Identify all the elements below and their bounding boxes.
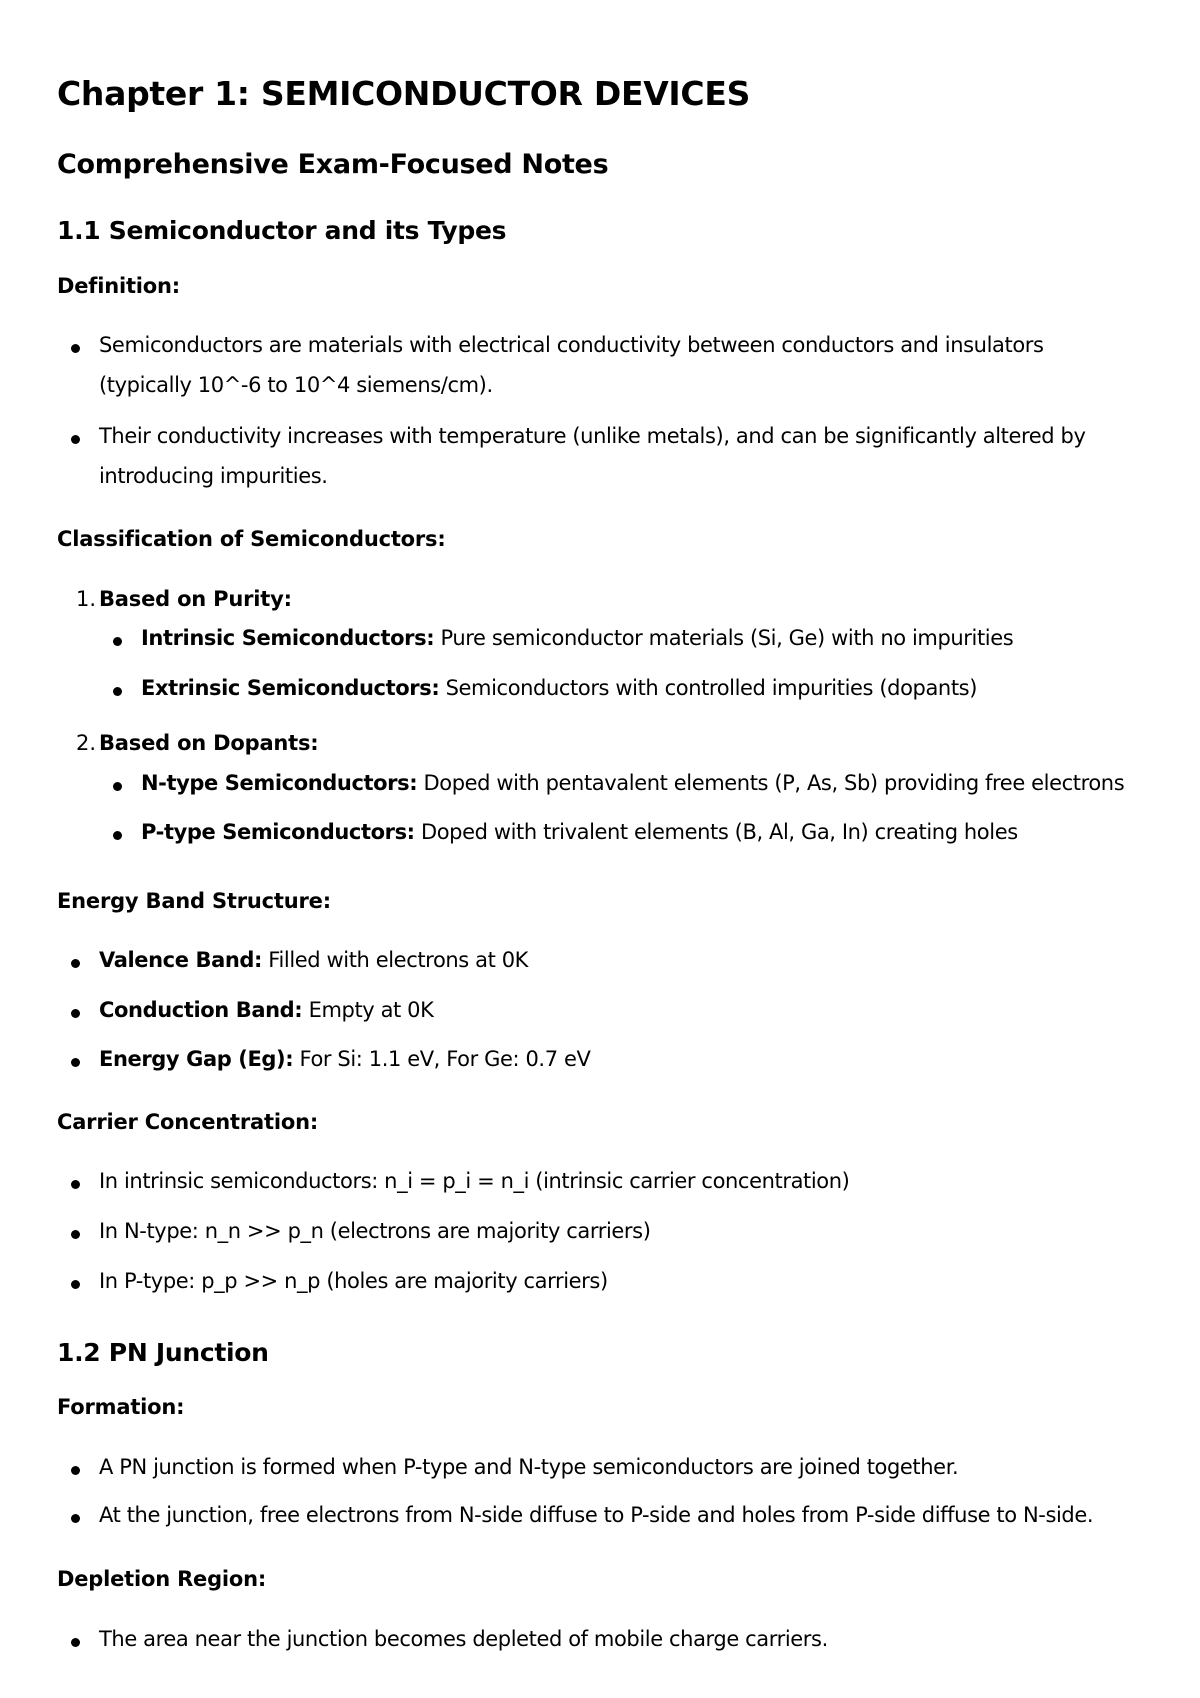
depletion-item-1: The area near the junction becomes depleted of mobile charge carriers. (99, 1627, 828, 1651)
ntype-label: N-type Semiconductors: (141, 771, 418, 795)
definition-label: Definition: (57, 274, 180, 298)
subtitle: Comprehensive Exam-Focused Notes (57, 149, 609, 180)
bullet-icon (71, 1280, 80, 1289)
conduction-text: Empty at 0K (302, 998, 434, 1022)
list-number: 1. (76, 587, 97, 611)
bullet-icon (113, 782, 122, 791)
definition-bullet-2-line-1: Their conductivity increases with temperature (unlike metals), and can be significantly altered by (99, 424, 1086, 448)
valence-item (99, 948, 528, 972)
bullet-icon (71, 1180, 80, 1189)
valence-label: Valence Band: (99, 948, 263, 972)
dopants-label: Based on Dopants: (99, 731, 319, 755)
extrinsic-label: Extrinsic Semiconductors: (141, 676, 440, 700)
bullet-icon (113, 687, 122, 696)
ntype-text: Doped with pentavalent elements (P, As, Sb) providing free electrons (417, 771, 1125, 795)
intrinsic-label: Intrinsic Semiconductors: (141, 626, 435, 650)
bullet-icon (71, 435, 80, 444)
formation-item-2: At the junction, free electrons from N-side diffuse to P-side and holes from P-side diffuse to N-side. (99, 1503, 1094, 1527)
energy-gap-label: Energy Gap (Eg): (99, 1047, 294, 1071)
carrier-item-1: In intrinsic semiconductors: n_i = p_i = n_i (intrinsic carrier concentration) (99, 1169, 850, 1193)
bullet-icon (71, 959, 80, 968)
intrinsic-text: Pure semiconductor materials (Si, Ge) with no impurities (434, 626, 1014, 650)
ptype-label: P-type Semiconductors: (141, 820, 415, 844)
classification-label: Classification of Semiconductors: (57, 527, 446, 551)
ptype-text: Doped with trivalent elements (B, Al, Ga, In) creating holes (414, 820, 1018, 844)
energy-gap-item (99, 1047, 590, 1071)
bullet-icon (71, 344, 80, 353)
bullet-icon (71, 1466, 80, 1475)
extrinsic-text: Semiconductors with controlled impurities (dopants) (439, 676, 977, 700)
bullet-icon (71, 1058, 80, 1067)
bullet-icon (71, 1638, 80, 1647)
section-heading-1-1: 1.1 Semiconductor and its Types (57, 216, 507, 245)
carrier-item-2: In N-type: n_n >> p_n (electrons are majority carriers) (99, 1219, 651, 1243)
list-number: 2. (76, 731, 97, 755)
extrinsic-item (141, 676, 977, 700)
bullet-icon (71, 1514, 80, 1523)
intrinsic-item (141, 626, 1013, 650)
definition-bullet-1-line-1: Semiconductors are materials with electrical conductivity between conductors and insulators (99, 333, 1044, 357)
conduction-label: Conduction Band: (99, 998, 303, 1022)
definition-bullet-2-line-2: introducing impurities. (99, 464, 328, 488)
depletion-region-label: Depletion Region: (57, 1567, 267, 1591)
definition-bullet-1-line-2: (typically 10^-6 to 10^4 siemens/cm). (99, 373, 493, 397)
bullet-icon (71, 1230, 80, 1239)
energy-band-label: Energy Band Structure: (57, 889, 331, 913)
ntype-item (141, 771, 1124, 795)
conduction-item (99, 998, 434, 1022)
formation-item-1: A PN junction is formed when P-type and N-type semiconductors are joined together. (99, 1455, 959, 1479)
energy-gap-text: For Si: 1.1 eV, For Ge: 0.7 eV (293, 1047, 591, 1071)
formation-label: Formation: (57, 1395, 185, 1419)
purity-label: Based on Purity: (99, 587, 292, 611)
valence-text: Filled with electrons at 0K (262, 948, 529, 972)
bullet-icon (71, 1009, 80, 1018)
chapter-title: Chapter 1: SEMICONDUCTOR DEVICES (57, 74, 751, 113)
carrier-item-3: In P-type: p_p >> n_p (holes are majority carriers) (99, 1269, 608, 1293)
carrier-concentration-label: Carrier Concentration: (57, 1110, 319, 1134)
section-heading-1-2: 1.2 PN Junction (57, 1338, 269, 1367)
bullet-icon (113, 831, 122, 840)
ptype-item (141, 820, 1018, 844)
bullet-icon (113, 637, 122, 646)
